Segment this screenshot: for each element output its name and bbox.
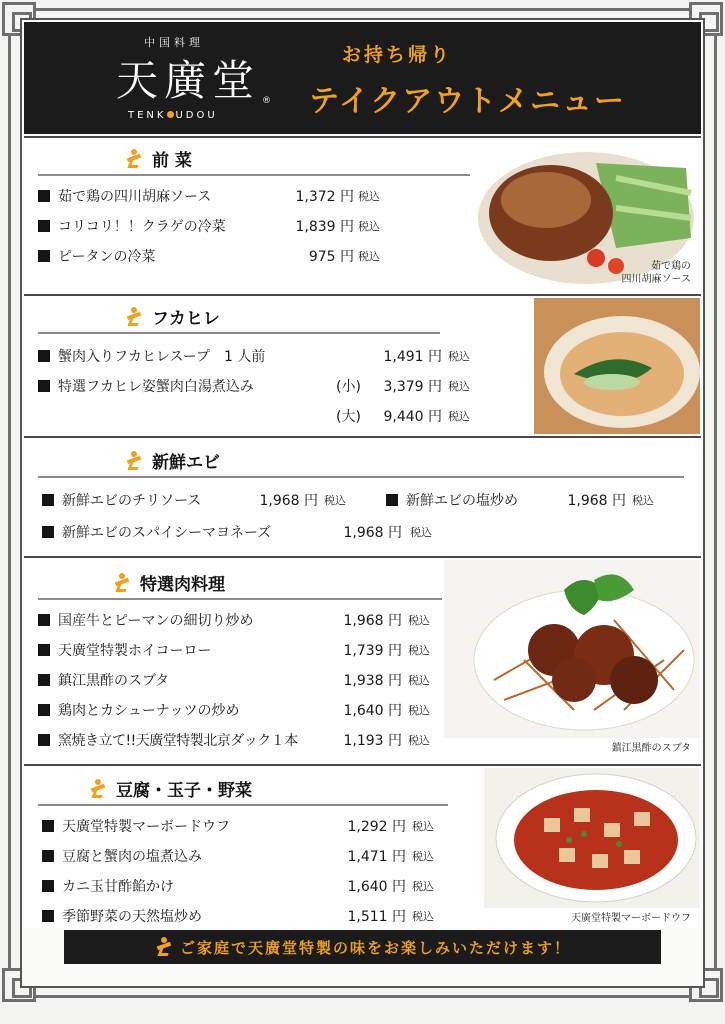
item-price: 9,440 円	[383, 409, 442, 425]
menu-item: 窯焼き立て!!天廣堂特製北京ダック１本	[38, 730, 298, 750]
tax-label: 税込	[408, 674, 430, 687]
item-price: 1,491 円	[383, 349, 442, 365]
section-underline	[38, 598, 442, 600]
tax-label: 税込	[448, 380, 470, 393]
item-price: 1,292 円	[347, 819, 406, 835]
tax-label: 税込	[408, 704, 430, 717]
photo-caption: 鎮江黒酢のスブタ	[611, 743, 691, 754]
brand-romanized: TENK UDOU	[128, 110, 218, 121]
tax-label: 税込	[632, 494, 654, 507]
item-price: 1,640 円	[347, 879, 406, 895]
section-title: 豆腐・玉子・野菜	[88, 776, 252, 801]
menu-item: 新鮮エビの塩炒め	[386, 490, 518, 510]
menu-item: コリコリ！！クラゲの冷菜	[38, 216, 226, 236]
section-underline	[38, 174, 470, 176]
item-price: 1,938 円	[343, 673, 402, 689]
footer-banner	[64, 930, 661, 964]
bullet-icon	[38, 644, 50, 656]
menu-item: 天廣堂特製ホイコーロー	[38, 640, 211, 660]
brand-subtitle: 中国料理	[144, 36, 204, 49]
item-price: 3,379 円	[383, 379, 442, 395]
section-tofu	[24, 764, 701, 928]
item-price: 1,739 円	[343, 643, 402, 659]
section-niku	[24, 556, 701, 764]
takeout-subtitle: お持ち帰り	[342, 44, 453, 66]
section-title: 前 菜	[124, 146, 192, 171]
item-price: 1,968 円	[259, 493, 318, 509]
section-fukahire	[24, 294, 701, 436]
menu-item: 国産牛とピーマンの細切り炒め	[38, 610, 253, 630]
runner-icon	[112, 573, 132, 593]
runner-icon	[154, 937, 174, 957]
bullet-icon	[42, 494, 54, 506]
section-underline	[38, 476, 684, 478]
brand-dot-icon	[167, 111, 174, 118]
section-underline	[38, 804, 448, 806]
menu-item: 豆腐と蟹肉の塩煮込み	[42, 846, 202, 866]
menu-item: 特選フカヒレ姿蟹肉白湯煮込み	[38, 376, 254, 396]
tax-label: 税込	[408, 614, 430, 627]
menu-item: 鶏肉とカシューナッツの炒め	[38, 700, 239, 720]
item-price: 1,471 円	[347, 849, 406, 865]
bullet-icon	[42, 850, 54, 862]
bullet-icon	[42, 910, 54, 922]
section-title: 新鮮エビ	[124, 448, 220, 473]
bullet-icon	[38, 250, 50, 262]
registered-mark: ®	[262, 96, 271, 106]
tax-label: 税込	[448, 350, 470, 363]
menu-item: ピータンの冷菜	[38, 246, 155, 266]
item-price: 1,968 円	[567, 493, 626, 509]
menu-item: カニ玉甘酢餡かけ	[42, 876, 174, 896]
item-price: 1,193 円	[343, 733, 402, 749]
item-price: 1,968 円	[343, 525, 402, 541]
menu-item: 蟹肉入りフカヒレスープ 1 人前	[38, 346, 265, 366]
item-price: 1,968 円	[343, 613, 402, 629]
item-price: 975 円	[308, 249, 354, 265]
tax-label: 税込	[324, 494, 346, 507]
menu-item: 新鮮エビのチリソース	[42, 490, 201, 510]
bullet-icon	[38, 674, 50, 686]
header-banner	[24, 22, 701, 134]
tax-label: 税込	[412, 880, 434, 893]
item-size: (小)	[336, 379, 361, 395]
tax-label: 税込	[358, 190, 380, 203]
takeout-title: テイクアウトメニュー	[309, 84, 626, 119]
bullet-icon	[38, 734, 50, 746]
tax-label: 税込	[358, 220, 380, 233]
footer-message: ご家庭で天廣堂特製の味をお楽しみいただけます！	[179, 938, 571, 957]
section-ebi	[24, 436, 701, 556]
bullet-icon	[386, 494, 398, 506]
menu-item: 新鮮エビのスパイシーマヨネーズ	[42, 522, 271, 542]
section-title: 特選肉料理	[112, 570, 225, 595]
brand-name: 天廣堂	[116, 56, 261, 105]
bullet-icon	[38, 704, 50, 716]
runner-icon	[124, 307, 144, 327]
bullet-icon	[42, 526, 54, 538]
section-title: フカヒレ	[124, 304, 220, 329]
item-price: 1,640 円	[343, 703, 402, 719]
item-size: (大)	[336, 409, 361, 425]
bullet-icon	[42, 880, 54, 892]
section-underline	[38, 332, 440, 334]
bullet-icon	[42, 820, 54, 832]
item-price: 1,839 円	[295, 219, 354, 235]
bullet-icon	[38, 614, 50, 626]
tax-label: 税込	[448, 410, 470, 423]
tax-label: 税込	[358, 250, 380, 263]
tax-label: 税込	[408, 734, 430, 747]
menu-item: 天廣堂特製マーボードウフ	[42, 816, 230, 836]
tax-label: 税込	[412, 910, 434, 923]
bullet-icon	[38, 220, 50, 232]
menu-item: 季節野菜の天然塩炒め	[42, 906, 202, 926]
runner-icon	[88, 779, 108, 799]
menu-item: 鎮江黒酢のスブタ	[38, 670, 169, 690]
photo-caption: 天廣堂特製マーボードウフ	[571, 913, 691, 924]
dish-photo	[534, 298, 700, 434]
tax-label: 税込	[410, 526, 432, 539]
item-price: 1,511 円	[347, 909, 406, 925]
runner-icon	[124, 149, 144, 169]
tax-label: 税込	[408, 644, 430, 657]
item-price: 1,372 円	[295, 189, 354, 205]
dish-photo	[444, 560, 700, 738]
runner-icon	[124, 451, 144, 471]
dish-photo	[484, 768, 700, 908]
section-zensai	[24, 136, 701, 294]
bullet-icon	[38, 190, 50, 202]
tax-label: 税込	[412, 850, 434, 863]
photo-caption: 茹で鶏の 四川胡麻ソース	[621, 261, 691, 285]
menu-item: 茹で鶏の四川胡麻ソース	[38, 186, 211, 206]
bullet-icon	[38, 380, 50, 392]
bullet-icon	[38, 350, 50, 362]
tax-label: 税込	[412, 820, 434, 833]
